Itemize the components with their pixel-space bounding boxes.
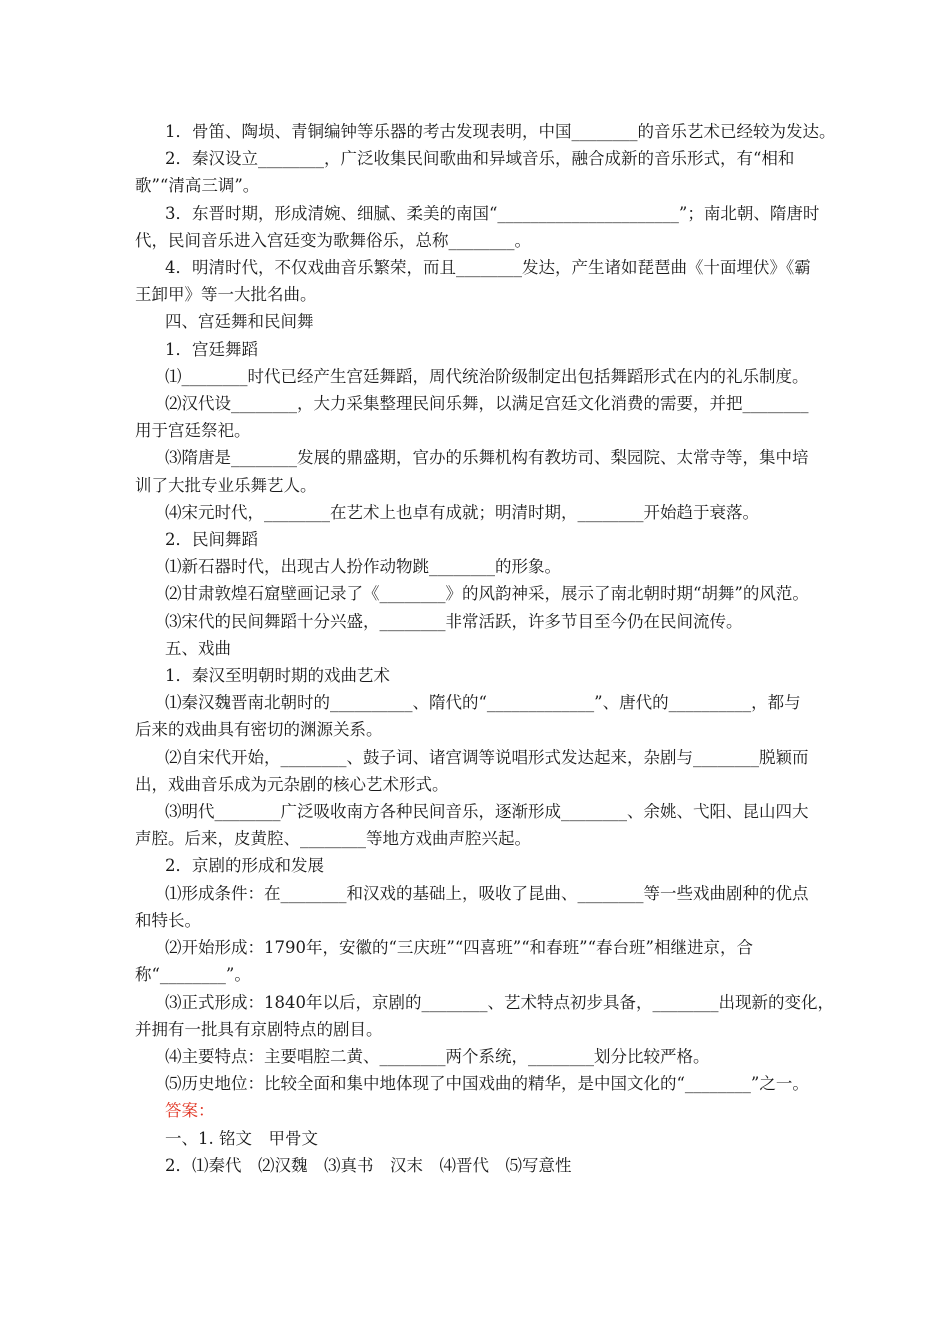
peking-opera-item-5: ⑸历史地位：比较全面和集中地体现了中国戏曲的精华，是中国文化的“________”之一。 [165,1074,809,1094]
subheading-folk-dance: 2．民间舞蹈 [165,530,258,550]
peking-opera-item-2-cont: 称“________”。 [135,965,251,985]
music-item-4-cont: 王卸甲》等一大批名曲。 [135,285,317,305]
folk-dance-item-3: ⑶宋代的民间舞蹈十分兴盛，________非常活跃，许多节目至今仍在民间流传。 [165,611,743,631]
music-item-3-cont: 代，民间音乐进入宫廷变为歌舞俗乐，总称________。 [135,230,531,250]
answer-line-1: 一、1. 铭文 甲骨文 [165,1128,318,1148]
answers-label: 答案： [165,1101,215,1121]
music-item-3: 3．东晋时期，形成清婉、细腻、柔美的南国“______________________”；南北朝、隋唐时 [165,203,820,223]
subheading-opera-history: 1．秦汉至明朝时期的戏曲艺术 [165,666,390,686]
peking-opera-item-3-cont: 并拥有一批具有京剧特点的剧目。 [135,1019,383,1039]
section-heading-opera: 五、戏曲 [165,638,231,658]
folk-dance-item-1: ⑴新石器时代，出现古人扮作动物跳________的形象。 [165,557,561,577]
music-item-1: 1．骨笛、陶埙、青铜编钟等乐器的考古发现表明，中国________的音乐艺术已经较为发达。 [165,122,836,141]
court-dance-item-2-cont: 用于宫廷祭祀。 [135,421,251,441]
opera-item-2: ⑵自宋代开始，________、鼓子词、诸宫调等说唱形式发达起来，杂剧与________脱颖而 [165,747,809,767]
opera-item-2-cont: 出，戏曲音乐成为元杂剧的核心艺术形式。 [135,774,449,794]
court-dance-item-3-cont: 训了大批专业乐舞艺人。 [135,475,317,495]
court-dance-item-2: ⑵汉代设________，大力采集整理民间乐舞，以满足宫廷文化消费的需要，并把________ [165,394,809,414]
peking-opera-item-3: ⑶正式形成：1840年以后，京剧的________、艺术特点初步具备，________出现新的变化， [165,992,834,1012]
opera-item-3: ⑶明代________广泛吸收南方各种民间音乐，逐渐形成________、余姚、弋阳、昆山四大 [165,802,809,822]
answer-line-2: 2．⑴秦代 ⑵汉魏 ⑶真书 汉末 ⑷晋代 ⑸写意性 [165,1155,572,1175]
opera-item-3-cont: 声腔。后来，皮黄腔、________等地方戏曲声腔兴起。 [135,829,531,849]
subheading-court-dance: 1．宫廷舞蹈 [165,339,258,359]
music-item-4: 4．明清时代，不仅戏曲音乐繁荣，而且________发达，产生诸如琵琶曲《十面埋伏》《霸 [165,258,811,278]
peking-opera-item-1: ⑴形成条件：在________和汉戏的基础上，吸收了昆曲、________等一些戏曲剧种的优点 [165,883,809,903]
document-page [135,118,837,1179]
folk-dance-item-2: ⑵甘肃敦煌石窟壁画记录了《________》的风韵神采，展示了南北朝时期“胡舞”的风范。 [165,584,809,604]
court-dance-item-3: ⑶隋唐是________发展的鼎盛期，官办的乐舞机构有教坊司、梨园院、太常寺等，集中培 [165,448,809,468]
peking-opera-item-4: ⑷主要特点：主要唱腔二黄、________两个系统，________划分比较严格。 [165,1046,710,1066]
subheading-peking-opera: 2．京剧的形成和发展 [165,856,324,876]
court-dance-item-1: ⑴________时代已经产生宫廷舞蹈，周代统治阶级制定出包括舞蹈形式在内的礼乐制度。 [165,366,809,386]
section-heading-dance: 四、宫廷舞和民间舞 [165,312,314,332]
music-item-2: 2．秦汉设立________，广泛收集民间歌曲和异域音乐，融合成新的音乐形式，有“相和 [165,149,795,169]
opera-item-1: ⑴秦汉魏晋南北朝时的__________、隋代的“_____________”、唐代的__________，都与 [165,693,801,713]
peking-opera-item-1-cont: 和特长。 [135,910,201,930]
court-dance-item-4: ⑷宋元时代，________在艺术上也卓有成就；明清时期，________开始趋于衰落。 [165,502,759,522]
music-item-2-cont: 歌”“清高三调”。 [135,176,260,196]
opera-item-1-cont: 后来的戏曲具有密切的渊源关系。 [135,720,383,740]
peking-opera-item-2: ⑵开始形成：1790年，安徽的“三庆班”“四喜班”“和春班”“春台班”相继进京，合 [165,938,753,958]
